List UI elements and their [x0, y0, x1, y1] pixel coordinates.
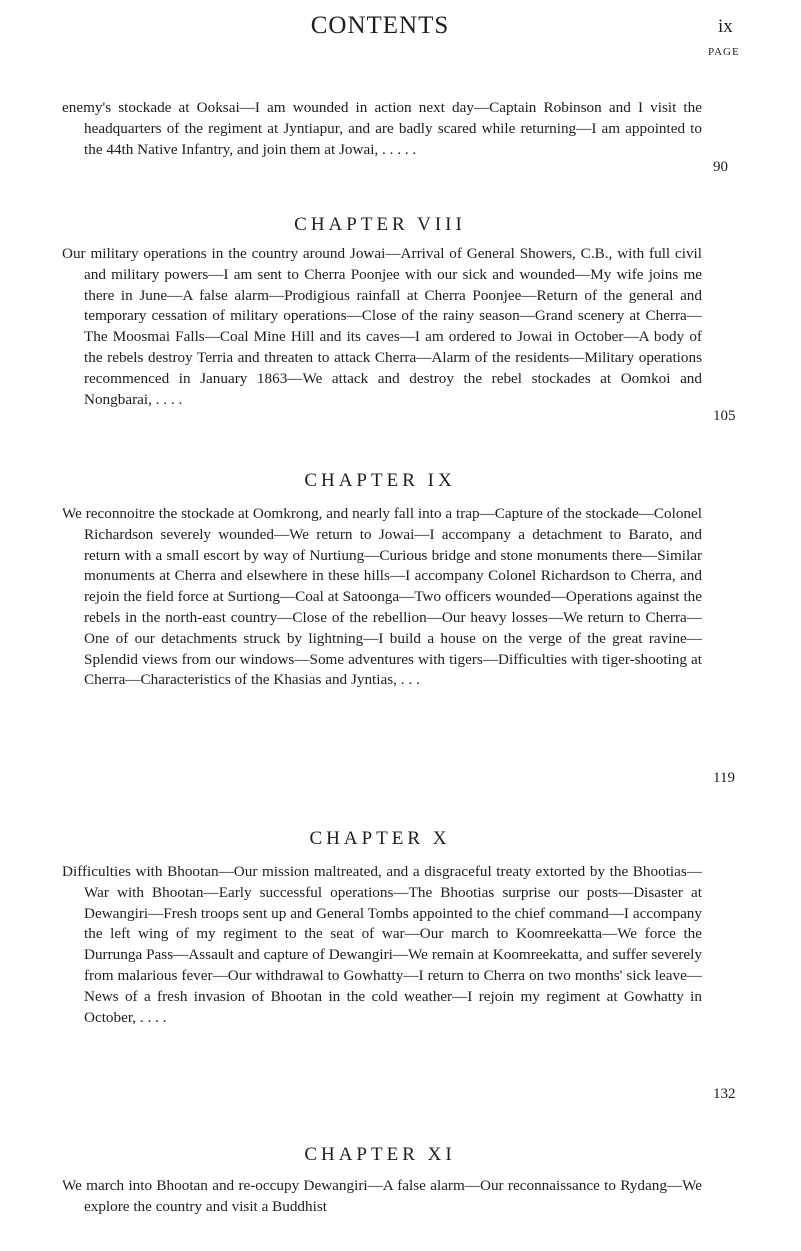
chapter-heading: CHAPTER VIII	[294, 214, 466, 235]
contents-entry	[62, 1176, 702, 1218]
page-number: 90	[713, 159, 728, 175]
folio-number: ix	[718, 16, 733, 37]
chapter-heading: CHAPTER IX	[304, 470, 456, 491]
contents-entry	[62, 862, 702, 1028]
dot-leader: . . . .	[155, 390, 183, 408]
chapter-heading: CHAPTER X	[309, 828, 451, 849]
page-number: 119	[713, 770, 735, 786]
entry-text: We reconnoitre the stockade at Oomkrong, and nearly fall into a trap—Capture of the stockade—Colonel Richardson severely wounded—We return to Jowai—I accompany a detachment to Barato, and return with a small escort by way of Nurtiung—Curious bridge and stone monuments there—Similar monuments at Cherra and elsewhere in these hills—I accompany Colonel Richardson to Cherra, and rejoin the field force at Surtiong—Coal at Satoonga—Two officers wounded—Operations against the rebels in the north-east country—Close of the rebellion—Our heavy losses—We return to Cherra—One of our detachments struck by lightning—I build a house on the verge of the great ravine—Splendid views from our windows—Some adventures with tigers—Difficulties with tiger-shooting at Cherra—Characteristics of the Khasias and Jyntias,	[62, 505, 702, 689]
entry-text: We march into Bhootan and re-occupy Dewangiri—A false alarm—Our reconnaissance to Rydang—We explore the country and visit a Buddhist	[62, 1177, 702, 1215]
entry-text: Our military operations in the country around Jowai—Arrival of General Showers, C.B., with full civil and military powers—I am sent to Cherra Poonjee with our sick and wounded—My wife joins me there in June—A false alarm—Prodigious rainfall at Cherra Poonjee—Return of the general and temporary cessation of military operations—Close of the rainy season—Grand scenery at Cherra—The Moosmai Falls—Coal Mine Hill and its caves—I am ordered to Jowai in October—A body of the rebels destroy Terria and threaten to attack Cherra—Alarm of the residents—Military operations recommenced in January 1863—We attack and destroy the rebel stockades at Oomkoi and Nongbarai,	[62, 245, 702, 408]
chapter-heading: CHAPTER XI	[304, 1144, 456, 1165]
page-column-label: PAGE	[708, 46, 740, 58]
entry-text: enemy's stockade at Ooksai—I am wounded in action next day—Captain Robinson and I visit the headquarters of the regiment at Jyntiapur, and are badly scared while returning—I am appointed to the 44th Native Infantry, and join them at Jowai,	[62, 99, 702, 158]
contents-entry	[62, 244, 702, 410]
entry-text: Difficulties with Bhootan—Our mission maltreated, and a disgraceful treaty extorted by the Bhootias—War with Bhootan—Early successful operations—The Bhootias surprise our posts—Disaster at Dewangiri—Fresh troops sent up and General Tombs appointed to the chief command—I accompany the left wing of my regiment to the seat of war—Our march to Koomreekatta—We force the Durrunga Pass—Assault and capture of Dewangiri—We remain at Koomreekatta, and suffer severely from malarious fever—Our withdrawal to Gowhatty—I return to Cherra on two months' sick leave—News of a fresh invasion of Bhootan in the cold weather—I rejoin my regiment at Gowhatty in October,	[62, 863, 702, 1026]
dot-leader: . . . .	[139, 1008, 167, 1026]
dot-leader: . . .	[400, 671, 420, 689]
dot-leader: . . . . .	[382, 140, 417, 158]
page-number: 132	[713, 1086, 736, 1102]
contents-entry	[62, 98, 702, 160]
contents-entry	[62, 504, 702, 691]
running-title: CONTENTS	[310, 12, 450, 39]
page-number: 105	[713, 408, 736, 424]
